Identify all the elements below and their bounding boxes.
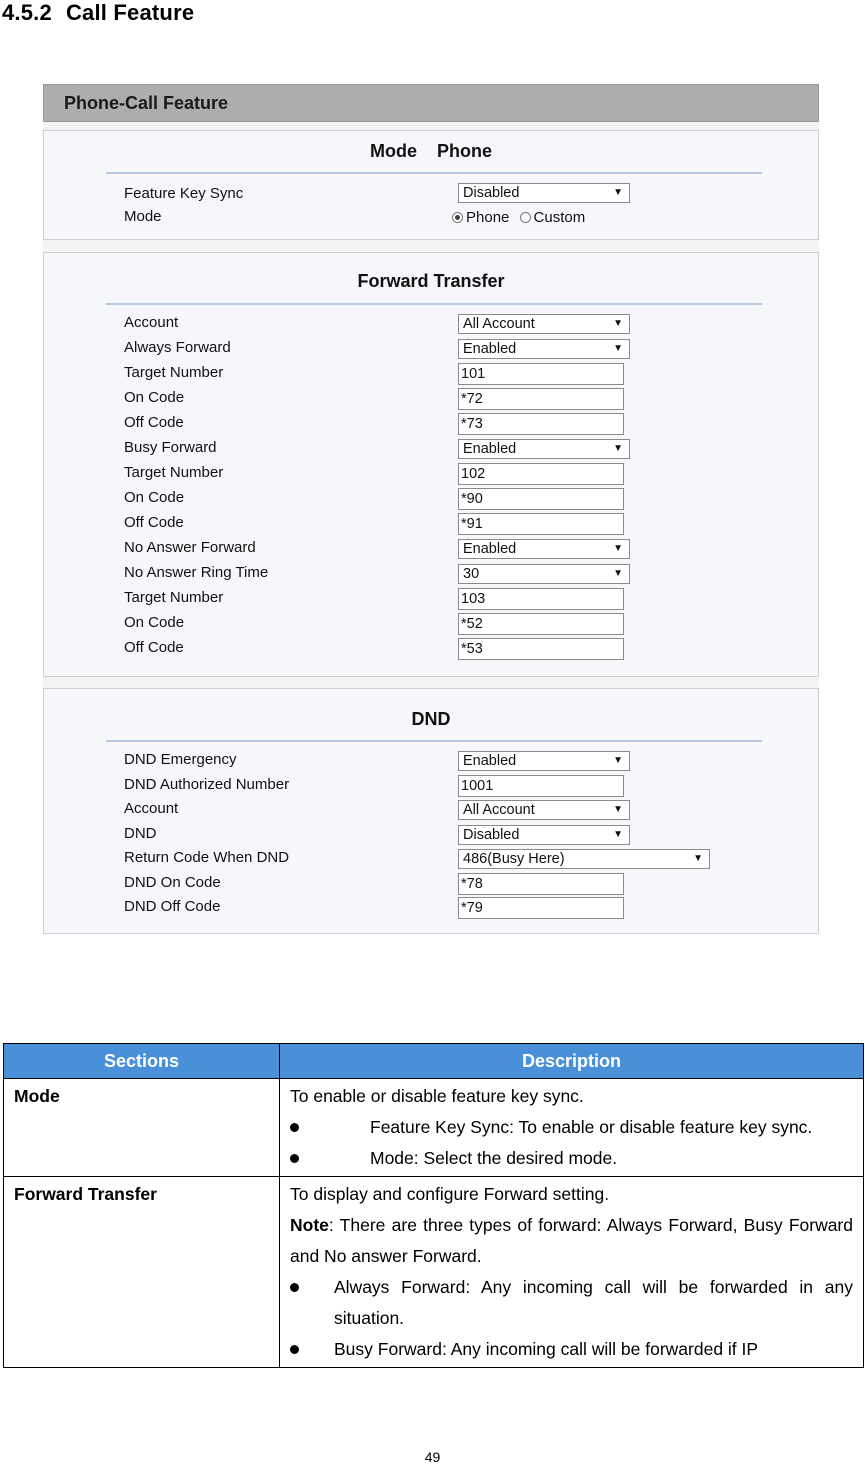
header-sections: Sections xyxy=(4,1044,280,1079)
radio-phone[interactable] xyxy=(452,212,463,223)
note-paragraph: Note: There are three types of forward: Always Forward, Busy Forward and No answer Forward. xyxy=(290,1215,853,1266)
forward-transfer-panel xyxy=(43,252,819,677)
field-label: Account xyxy=(124,314,179,331)
field-label: Off Code xyxy=(124,514,184,531)
select-dropdown[interactable]: 486(Busy Here) ▼ xyxy=(458,849,710,869)
text-input[interactable]: *79 xyxy=(458,897,624,919)
dropdown-arrow-icon: ▼ xyxy=(693,853,703,864)
field-label: Target Number xyxy=(124,364,224,381)
text-input[interactable]: *90 xyxy=(458,488,624,510)
radio-custom[interactable] xyxy=(520,212,531,223)
select-dropdown[interactable]: Enabled ▼ xyxy=(458,539,630,559)
header-description: Description xyxy=(280,1044,864,1079)
feature-key-sync-label: Feature Key Sync xyxy=(124,185,244,202)
field-label: Off Code xyxy=(124,414,184,431)
bullet-icon xyxy=(290,1123,299,1132)
bullet-item: Always Forward: Any incoming call will be forwarded in any situation. xyxy=(290,1272,853,1334)
panel-divider xyxy=(106,172,762,174)
bullet-icon xyxy=(290,1154,299,1163)
window-title: Phone-Call Feature xyxy=(64,93,229,113)
select-dropdown[interactable]: 30 ▼ xyxy=(458,564,630,584)
field-label: Always Forward xyxy=(124,339,231,356)
section-title: Call Feature xyxy=(65,0,195,25)
field-label: Account xyxy=(124,800,179,817)
bullet-item: Busy Forward: Any incoming call will be forwarded if IP xyxy=(290,1334,853,1365)
dropdown-arrow-icon: ▼ xyxy=(613,804,623,815)
bullet-item: Feature Key Sync: To enable or disable feature key sync. xyxy=(290,1112,853,1143)
section-heading xyxy=(2,0,194,26)
text-input[interactable]: *72 xyxy=(458,388,624,410)
select-dropdown[interactable]: Enabled ▼ xyxy=(458,751,630,771)
field-label: On Code xyxy=(124,489,185,506)
dnd-panel-title: DND xyxy=(411,709,451,729)
select-dropdown[interactable]: Enabled ▼ xyxy=(458,439,630,459)
bullet-icon xyxy=(290,1283,299,1292)
field-label: DND Emergency xyxy=(124,751,237,768)
mode-label: Mode xyxy=(124,208,162,225)
mode-radio-group: Phone Custom xyxy=(452,209,585,226)
text-input[interactable]: 101 xyxy=(458,363,624,385)
field-label: Target Number xyxy=(124,464,224,481)
dropdown-arrow-icon: ▼ xyxy=(613,543,623,554)
description-table xyxy=(3,1043,864,1368)
field-label: DND xyxy=(124,824,157,842)
field-label: On Code xyxy=(124,389,185,406)
page-number: 49 xyxy=(424,1449,441,1465)
table-row xyxy=(4,1177,864,1368)
dropdown-arrow-icon: ▼ xyxy=(613,828,623,840)
dnd-panel xyxy=(43,688,819,934)
select-dropdown[interactable]: Disabled ▼ xyxy=(458,825,630,845)
text-input[interactable]: 103 xyxy=(458,588,624,610)
field-label: Return Code When DND xyxy=(124,849,290,866)
panel-divider xyxy=(106,740,762,742)
field-label: DND On Code xyxy=(124,873,221,891)
bullet-item: Mode: Select the desired mode. xyxy=(290,1143,853,1174)
section-cell: Mode xyxy=(4,1079,280,1177)
text-input[interactable]: *78 xyxy=(458,873,624,895)
call-feature-screenshot xyxy=(43,84,819,934)
select-dropdown[interactable]: Enabled ▼ xyxy=(458,339,630,359)
field-label: No Answer Forward xyxy=(124,539,256,556)
field-label: Busy Forward xyxy=(124,439,217,456)
section-number: 4.5.2 xyxy=(2,0,52,25)
select-dropdown[interactable]: All Account ▼ xyxy=(458,800,630,820)
text-input[interactable]: *53 xyxy=(458,638,624,660)
bullet-icon xyxy=(290,1345,299,1354)
description-cell: To display and configure Forward setting. Note: There are three types of forward: Always Forward, Busy Forward and No answer Forward. Always Forward: Any incoming call will be forwarded in any situation. Busy Forward: Any incoming call will be forwarded if IP xyxy=(280,1177,864,1368)
description-cell: To enable or disable feature key sync. Feature Key Sync: To enable or disable feature key sync. Mode: Select the desired mode. xyxy=(280,1079,864,1177)
dropdown-arrow-icon: ▼ xyxy=(613,343,623,354)
panel-divider xyxy=(106,303,762,305)
dropdown-arrow-icon: ▼ xyxy=(613,443,623,454)
dropdown-arrow-icon: ▼ xyxy=(613,755,623,766)
field-label: On Code xyxy=(124,614,185,631)
field-label: Off Code xyxy=(124,639,184,656)
window-titlebar xyxy=(43,84,819,122)
field-label: No Answer Ring Time xyxy=(124,564,269,581)
field-label: DND Off Code xyxy=(124,898,221,915)
dropdown-arrow-icon: ▼ xyxy=(613,318,623,329)
table-row xyxy=(4,1079,864,1177)
field-label: DND Authorized Number xyxy=(124,775,290,793)
feature-key-sync-select[interactable]: Disabled ▼ xyxy=(458,183,630,203)
select-dropdown[interactable]: All Account ▼ xyxy=(458,314,630,334)
text-input[interactable]: *52 xyxy=(458,613,624,635)
text-input[interactable]: 1001 xyxy=(458,775,624,797)
field-label: Target Number xyxy=(124,589,224,606)
dropdown-arrow-icon: ▼ xyxy=(613,568,623,579)
forward-panel-title: Forward Transfer xyxy=(357,271,505,291)
mode-panel xyxy=(43,130,819,240)
text-input[interactable]: *91 xyxy=(458,513,624,535)
text-input[interactable]: *73 xyxy=(458,413,624,435)
dropdown-arrow-icon: ▼ xyxy=(613,187,623,198)
mode-panel-title: Mode Phone xyxy=(369,141,492,161)
text-input[interactable]: 102 xyxy=(458,463,624,485)
section-cell: Forward Transfer xyxy=(4,1177,280,1368)
